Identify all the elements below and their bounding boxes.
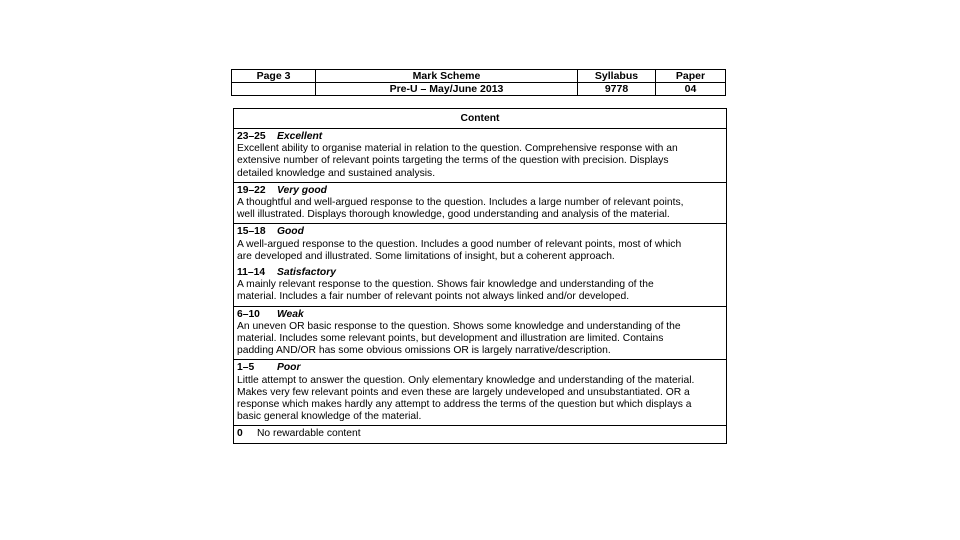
- band-range: 15–18: [237, 226, 266, 238]
- header-empty-cell: [232, 83, 316, 96]
- band-zero: [234, 426, 726, 442]
- band-description: [237, 321, 720, 358]
- description-line: A well-argued response to the question. Includes a good number of relevant points, most of which: [237, 238, 682, 250]
- band-description: [237, 239, 720, 263]
- description-line: extensive number of relevant points targeting the terms of the question with precision. Displays: [237, 155, 669, 167]
- description-line: padding AND/OR has some obvious omissions OR is largely narrative/description.: [237, 345, 611, 357]
- band-grade: Good: [277, 226, 304, 238]
- band-range: 23–25: [237, 131, 266, 142]
- band-excellent: [234, 129, 726, 183]
- band-good: [234, 224, 726, 265]
- band-grade: Weak: [277, 308, 304, 320]
- page-number: Page 3: [232, 70, 316, 83]
- description-line: basic general knowledge of the material.: [237, 411, 422, 423]
- band-very-good: [234, 183, 726, 225]
- content-table: [233, 108, 727, 444]
- band-poor: [234, 360, 726, 426]
- band-title: [237, 267, 720, 279]
- band-title: [237, 185, 720, 197]
- description-line: Little attempt to answer the question. Only elementary knowledge and understanding of the material.: [237, 374, 695, 386]
- exam-session: Pre-U – May/June 2013: [316, 83, 578, 96]
- header-table: [231, 69, 726, 96]
- band-range: 11–14: [237, 267, 266, 279]
- band-description: [237, 279, 720, 303]
- band-grade: Poor: [277, 362, 301, 374]
- description-line: An uneven OR basic response to the question. Shows some knowledge and understanding of the: [237, 320, 681, 332]
- zero-description: No rewardable content: [257, 428, 361, 440]
- band-weak: [234, 307, 726, 361]
- description-line: material. Includes some relevant points, but development and illustration are limited. Contains: [237, 333, 664, 345]
- band-range: 6–10: [237, 308, 260, 320]
- band-description: [237, 143, 720, 180]
- description-line: response which makes hardly any attempt to address the terms of the question but which displays a: [237, 399, 692, 411]
- syllabus-code: 9778: [578, 83, 656, 96]
- description-line: detailed knowledge and sustained analysis.: [237, 167, 436, 179]
- description-line: Excellent ability to organise material in relation to the question. Comprehensive response with an: [237, 143, 678, 155]
- band-title: [237, 131, 720, 143]
- description-line: A mainly relevant response to the question. Shows fair knowledge and understanding of the: [237, 279, 654, 291]
- band-title: [237, 309, 720, 321]
- band-description: [237, 197, 720, 221]
- band-grade: Excellent: [277, 131, 323, 142]
- zero-mark: 0: [237, 428, 243, 440]
- description-line: material. Includes a fair number of relevant points not always linked and/or developed.: [237, 291, 630, 303]
- band-satisfactory: [234, 265, 726, 307]
- paper-code: 04: [656, 83, 726, 96]
- band-range: 1–5: [237, 362, 255, 374]
- description-line: well illustrated. Displays thorough knowledge, good understanding and analysis of the material.: [237, 209, 670, 221]
- mark-scheme-label: Mark Scheme: [316, 70, 578, 83]
- band-range: 19–22: [237, 184, 266, 196]
- band-description: [237, 375, 720, 424]
- band-title: [237, 226, 720, 238]
- band-grade: Very good: [277, 184, 327, 196]
- description-line: A thoughtful and well-argued response to the question. Includes a large number of relevant points,: [237, 197, 684, 209]
- band-grade: Satisfactory: [277, 267, 336, 279]
- band-title: [237, 362, 720, 374]
- syllabus-label: Syllabus: [578, 70, 656, 83]
- content-heading: Content: [234, 109, 726, 129]
- description-line: are developed and illustrated. Some limitations of insight, but a coherent approach.: [237, 250, 615, 262]
- description-line: Makes very few relevant points and even these are largely undeveloped and unsubstantiated. OR a: [237, 386, 690, 398]
- paper-label: Paper: [656, 70, 726, 83]
